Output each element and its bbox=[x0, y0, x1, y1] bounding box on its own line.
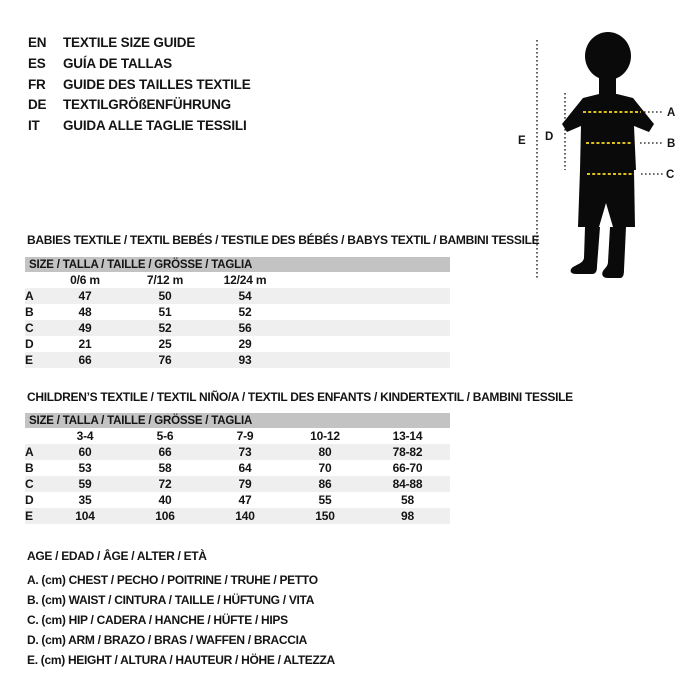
column-header: 7-9 bbox=[236, 429, 254, 443]
cell-value: 52 bbox=[238, 305, 252, 319]
empty-cell bbox=[285, 336, 450, 352]
table-row bbox=[25, 320, 450, 336]
language-code: IT bbox=[28, 118, 40, 134]
children-column-header-row bbox=[25, 428, 450, 444]
empty-cell bbox=[25, 272, 45, 288]
language-row bbox=[28, 116, 251, 137]
cell-value: 66-70 bbox=[392, 461, 423, 475]
table-row bbox=[25, 304, 450, 320]
children-size-table bbox=[25, 413, 450, 524]
cell-value: 79 bbox=[238, 477, 252, 491]
cell-value: 47 bbox=[238, 493, 252, 507]
cell-value: 48 bbox=[78, 305, 92, 319]
guide-title-de: TEXTILGRÖßENFÜHRUNG bbox=[63, 97, 231, 113]
language-code: DE bbox=[28, 97, 47, 113]
column-header: 0/6 m bbox=[70, 273, 100, 287]
row-label: B bbox=[25, 305, 34, 319]
waist-label: B bbox=[667, 138, 676, 150]
cell-value: 150 bbox=[315, 509, 335, 523]
cell-value: 106 bbox=[155, 509, 175, 523]
guide-title-it: GUIDA ALLE TAGLIE TESSILI bbox=[63, 118, 247, 134]
column-header: 7/12 m bbox=[146, 273, 184, 287]
cell-value: 29 bbox=[238, 337, 252, 351]
cell-value: 55 bbox=[318, 493, 332, 507]
empty-cell bbox=[285, 272, 450, 288]
cell-value: 21 bbox=[78, 337, 92, 351]
cell-value: 76 bbox=[158, 353, 172, 367]
cell-value: 93 bbox=[238, 353, 252, 367]
age-legend-heading: AGE / EDAD / ÂGE / ALTER / ETÀ bbox=[27, 549, 207, 563]
silhouette-left-leg bbox=[571, 227, 600, 274]
babies-column-header-row bbox=[25, 272, 450, 288]
cell-value: 64 bbox=[238, 461, 252, 475]
child-silhouette bbox=[562, 32, 654, 278]
cell-value: 66 bbox=[78, 353, 92, 367]
table-row bbox=[25, 336, 450, 352]
cell-value: 60 bbox=[78, 445, 92, 459]
cell-value: 59 bbox=[78, 477, 92, 491]
table-row bbox=[25, 444, 450, 460]
size-header-label: SIZE / TALLA / TAILLE / GRÖSSE / TAGLIA bbox=[25, 257, 450, 272]
table-row bbox=[25, 352, 450, 368]
language-row bbox=[28, 75, 251, 96]
hip-label: C bbox=[666, 169, 675, 181]
cell-value: 72 bbox=[158, 477, 172, 491]
language-code: ES bbox=[28, 55, 46, 71]
cell-value: 35 bbox=[78, 493, 92, 507]
row-label: A bbox=[25, 445, 34, 459]
cell-value: 56 bbox=[238, 321, 252, 335]
row-label: C bbox=[25, 477, 34, 491]
guide-title-fr: GUIDE DES TAILLES TEXTILE bbox=[63, 76, 251, 92]
children-section-title: CHILDREN’S TEXTILE / TEXTIL NIÑO/A / TEXTIL DES ENFANTS / KINDERTEXTIL / BAMBINI TESSILE bbox=[27, 390, 573, 404]
table-row bbox=[25, 288, 450, 304]
cell-value: 40 bbox=[158, 493, 172, 507]
cell-value: 25 bbox=[158, 337, 172, 351]
table-row bbox=[25, 492, 450, 508]
cell-value: 58 bbox=[158, 461, 172, 475]
cell-value: 104 bbox=[75, 509, 95, 523]
empty-cell bbox=[285, 304, 450, 320]
table-row bbox=[25, 476, 450, 492]
cell-value: 98 bbox=[401, 509, 414, 523]
language-row bbox=[28, 95, 251, 116]
legend-items bbox=[27, 570, 335, 670]
empty-cell bbox=[285, 352, 450, 368]
legend-item-chest: A. (cm) CHEST / PECHO / POITRINE / TRUHE / PETTO bbox=[27, 573, 318, 587]
babies-size-table bbox=[25, 257, 450, 368]
row-label: E bbox=[25, 353, 33, 367]
cell-value: 70 bbox=[318, 461, 332, 475]
measurement-legend bbox=[27, 548, 335, 670]
table-row bbox=[25, 460, 450, 476]
empty-cell bbox=[285, 288, 450, 304]
height-label: E bbox=[518, 135, 526, 147]
cell-value: 49 bbox=[78, 321, 92, 335]
legend-item-arm: D. (cm) ARM / BRAZO / BRAS / WAFFEN / BRACCIA bbox=[27, 633, 308, 647]
cell-value: 53 bbox=[78, 461, 92, 475]
cell-value: 84-88 bbox=[392, 477, 423, 491]
cell-value: 52 bbox=[158, 321, 172, 335]
row-label: C bbox=[25, 321, 34, 335]
cell-value: 86 bbox=[318, 477, 332, 491]
child-measurement-figure bbox=[500, 20, 700, 290]
silhouette-right-leg bbox=[602, 227, 626, 278]
chest-label: A bbox=[667, 107, 676, 119]
legend-item-waist: B. (cm) WAIST / CINTURA / TAILLE / HÜFTUNG / VITA bbox=[27, 593, 315, 607]
cell-value: 78-82 bbox=[392, 445, 423, 459]
empty-cell bbox=[25, 428, 45, 444]
guide-title-en: TEXTILE SIZE GUIDE bbox=[63, 35, 196, 50]
row-label: D bbox=[25, 337, 34, 351]
cell-value: 50 bbox=[158, 289, 172, 303]
children-size-header-bar bbox=[25, 413, 450, 428]
cell-value: 54 bbox=[238, 289, 252, 303]
cell-value: 51 bbox=[158, 305, 172, 319]
row-label: B bbox=[25, 461, 34, 475]
row-label: A bbox=[25, 289, 34, 303]
language-header bbox=[28, 33, 251, 137]
cell-value: 80 bbox=[318, 445, 332, 459]
empty-cell bbox=[285, 320, 450, 336]
language-row bbox=[28, 33, 251, 54]
cell-value: 73 bbox=[238, 445, 252, 459]
babies-section-title: BABIES TEXTILE / TEXTIL BEBÉS / TESTILE DES BÉBÉS / BABYS TEXTIL / BAMBINI TESSILE bbox=[27, 233, 540, 247]
cell-value: 140 bbox=[235, 509, 255, 523]
language-code: EN bbox=[28, 35, 47, 50]
language-row bbox=[28, 54, 251, 75]
arm-label: D bbox=[545, 131, 554, 143]
table-row bbox=[25, 508, 450, 524]
babies-size-header-bar bbox=[25, 257, 450, 272]
language-code: FR bbox=[28, 76, 46, 92]
silhouette-shirt bbox=[562, 94, 654, 170]
column-header: 3-4 bbox=[76, 429, 94, 443]
cell-value: 58 bbox=[401, 493, 414, 507]
guide-title-es: GUÍA DE TALLAS bbox=[63, 55, 172, 71]
cell-value: 47 bbox=[78, 289, 92, 303]
legend-item-height: E. (cm) HEIGHT / ALTURA / HAUTEUR / HÖHE / ALTEZZA bbox=[27, 653, 335, 667]
row-label: D bbox=[25, 493, 34, 507]
column-header: 5-6 bbox=[156, 429, 174, 443]
column-header: 10-12 bbox=[310, 429, 340, 443]
column-header: 13-14 bbox=[392, 429, 423, 443]
cell-value: 66 bbox=[158, 445, 172, 459]
column-header: 12/24 m bbox=[223, 273, 267, 287]
legend-item-hip: C. (cm) HIP / CADERA / HANCHE / HÜFTE / HIPS bbox=[27, 613, 288, 627]
row-label: E bbox=[25, 509, 33, 523]
silhouette-shorts bbox=[578, 170, 635, 227]
size-header-label: SIZE / TALLA / TAILLE / GRÖSSE / TAGLIA bbox=[25, 413, 450, 428]
